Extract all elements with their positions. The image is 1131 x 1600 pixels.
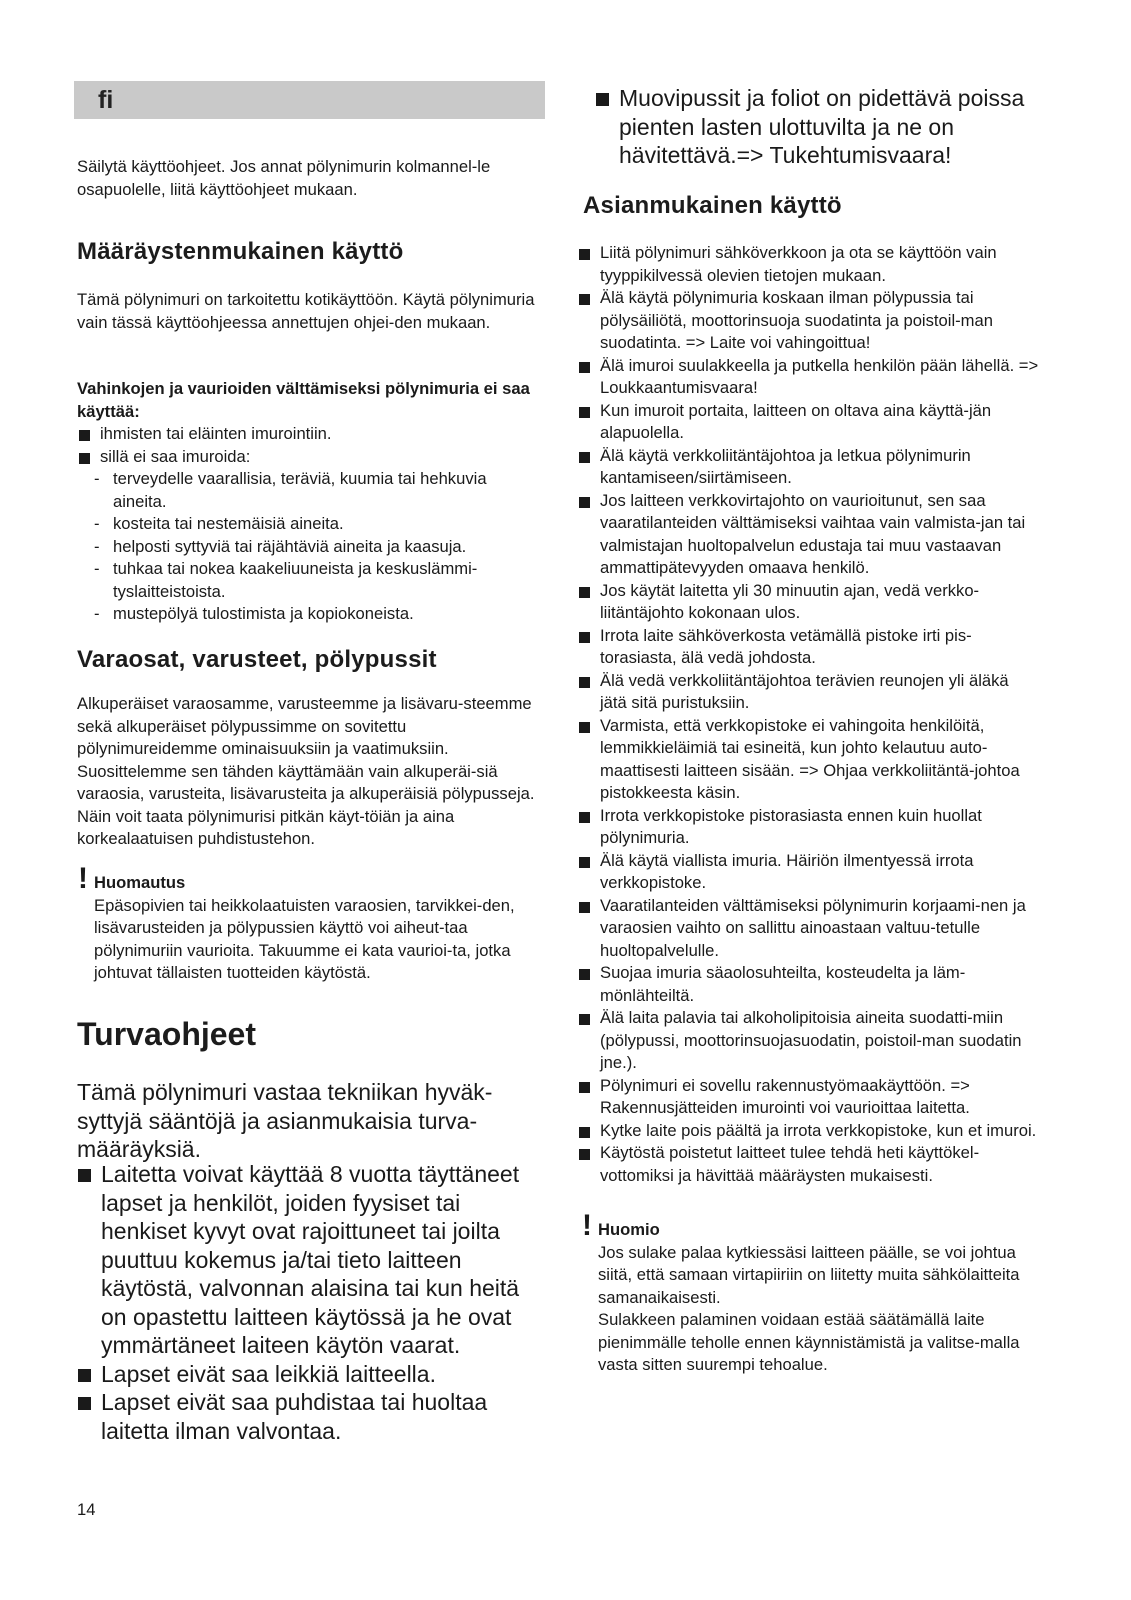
note-huomautus [77, 862, 541, 985]
intended-use-heading: Määräystenmukainen käyttö [77, 238, 404, 265]
language-code: fi [98, 86, 114, 114]
list-item: Varmista, että verkkopistoke ei vahingoita henkilöitä, lemmikkieläimiä tai esineitä, kun johto kelautuu auto-maattisesti laitteen sisään. => Ohjaa verkkoliitäntä-johtoa pistokkeesta käsin. [577, 715, 1039, 805]
list-item: Älä käytä verkkoliitäntäjohtoa ja letkua pölynimurin kantamiseen/siirtämiseen. [577, 445, 1039, 490]
list-item: ihmisten tai eläinten imurointiin. [77, 423, 537, 446]
note-huomio [581, 1209, 1054, 1377]
list-item [77, 446, 537, 469]
list-item: Jos käytät laitetta yli 30 minuutin ajan, vedä verkko-liitäntäjohto kokonaan ulos. [577, 580, 1039, 625]
safety-item: Muovipussit ja foliot on pidettävä poissa pienten lasten ulottuvilta ja ne on hävitettävä.=> Tukehtumisvaara! [595, 84, 1050, 170]
list-item: Älä laita palavia tai alkoholipitoisia aineita suodatti-miin (pölypussi, moottorinsuojasuodatin, poistoil-man suodatin jne.). [577, 1007, 1039, 1075]
dash-item: - tuhkaa tai nokea kaakeliuuneista ja keskuslämmi-tyslaitteistoista. [94, 558, 537, 603]
list-item-label: sillä ei saa imuroida: [100, 446, 251, 466]
top-safety-list [595, 84, 1050, 170]
safety-intro: Tämä pölynimuri vastaa tekniikan hyväk-syttyjä sääntöjä ja asianmukaisia turva-määräyksiä. [77, 1079, 493, 1162]
substances-list [77, 468, 537, 626]
proper-use-list [577, 242, 1039, 1187]
list-item: Älä vedä verkkoliitäntäjohtoa terävien reunojen yli äläkä jätä sitä puristuksiin. [577, 670, 1039, 715]
list-item: Suojaa imuria säaolosuhteilta, kosteudelta ja läm-mönlähteiltä. [577, 962, 1039, 1007]
note-text: Jos sulake palaa kytkiessäsi laitteen päälle, se voi johtua siitä, että samaan virtapiiriin on liitetty muita sähkölaitteita samanaikaisesti. [598, 1242, 1020, 1307]
list-item: Älä imuroi suulakkeella ja putkella henkilön pään lähellä. => Loukkaantumisvaara! [577, 355, 1039, 400]
safety-item: Laitetta voivat käyttää 8 vuotta täyttäneet lapset ja henkilöt, joiden fyysiset tai henkiset kyvyt ovat rajoittuneet tai joilta puuttuu kokemus ja/tai tieto laitteen käytöstä, valvonnan alaisina tai kun heitä on opastettu laitteen käytössä ja he ovat ymmärtäneet laiteen käytön vaarat. [77, 1160, 537, 1360]
dash-item: - terveydelle vaarallisia, teräviä, kuumia tai hehkuvia aineita. [94, 468, 537, 513]
safety-item: Lapset eivät saa leikkiä laitteella. [77, 1360, 537, 1389]
safety-item: Lapset eivät saa puhdistaa tai huoltaa laitetta ilman valvontaa. [77, 1388, 537, 1445]
list-item: Käytöstä poistetut laitteet tulee tehdä heti käyttökel-vottomiksi ja hävittää määräysten mukaisesti. [577, 1142, 1039, 1187]
list-item: Jos laitteen verkkovirtajohto on vaurioitunut, sen saa vaaratilanteiden välttämiseksi vaihtaa vain valmista-jan tai valmistajan huoltopalvelun edustaja tai muu vastaavan ammattipätevyyden omaava henkilö. [577, 490, 1039, 580]
warning-mark-icon: ! [582, 1209, 592, 1242]
dash-item: - kosteita tai nestemäisiä aineita. [94, 513, 537, 536]
proper-use-heading: Asianmukainen käyttö [583, 192, 842, 219]
list-item: Liitä pölynimuri sähköverkkoon ja ota se käyttöön vain tyyppikilvessä olevien tietojen mukaan. [577, 242, 1039, 287]
list-item: Irrota laite sähköverkosta vetämällä pistoke irti pis-torasiasta, älä vedä johdosta. [577, 625, 1039, 670]
intended-use-text: Tämä pölynimuri on tarkoitettu kotikäyttöön. Käytä pölynimuria vain tässä käyttöohjeessa annettujen ohjei-den mukaan. [77, 290, 535, 332]
list-item: Irrota verkkopistoke pistorasiasta ennen kuin huollat pölynimuria. [577, 805, 1039, 850]
language-bar [74, 81, 545, 119]
dash-item: - mustepölyä tulostimista ja kopiokoneista. [94, 603, 537, 626]
spare-parts-heading: Varaosat, varusteet, pölypussit [77, 646, 437, 673]
list-item: Kytke laite pois päältä ja irrota verkkopistoke, kun et imuroi. [577, 1120, 1039, 1143]
list-item: Vaaratilanteiden välttämiseksi pölynimurin korjaami-nen ja varaosien vaihto on sallittu ainoastaan valtuu-tetulle huoltopalvelulle. [577, 895, 1039, 963]
note-text: Epäsopivien tai heikkolaatuisten varaosien, tarvikkei-den, lisävarusteiden ja pölypussien käyttö voi aiheut-taa pölynimuriin vaurioita. Takuumme ei kata vaurioi-ta, jotka johtuvat tällaisten tuotteiden käytöstä. [94, 895, 515, 982]
safety-heading: Turvaohjeet [77, 1016, 256, 1052]
list-item: Pölynimuri ei sovellu rakennustyömaakäyttöön. => Rakennusjätteiden imurointi voi vaurioittaa laitetta. [577, 1075, 1039, 1120]
dash-item: - helposti syttyviä tai räjähtäviä aineita ja kaasuja. [94, 536, 537, 559]
prohibited-list [77, 423, 537, 468]
spare-parts-text: Alkuperäiset varaosamme, varusteemme ja lisävaru-steemme sekä alkuperäiset pölypussimme on sovitettu pölynimureidemme ominaisuuksiin ja vaatimuksiin. Suosittelemme sen tähden käyttämään vain alkuperäi-siä varaosia, varusteita, lisävarusteita ja alkuperäisiä pölypusseja. Näin voit taata pölynimurisi pitkän käyt-töiän ja aina korkealaatuisen puhdistustehon. [77, 694, 535, 848]
safety-list [77, 1160, 537, 1445]
list-item: Älä käytä pölynimuria koskaan ilman pölypussia tai pölysäiliötä, moottorinsuoja suodatinta ja poistoil-man suodatinta. => Laite voi vahingoittua! [577, 287, 1039, 355]
page-number: 14 [77, 1500, 96, 1519]
note-title: Huomautus [94, 873, 186, 892]
note-text: Sulakkeen palaminen voidaan estää säätämällä laite pienimmälle teholle ennen käynnistämistä ja valitse-malla vasta sitten suurempi tehoalue. [598, 1310, 1020, 1374]
list-item: Kun imuroit portaita, laitteen on oltava aina käyttä-jän alapuolella. [577, 400, 1039, 445]
list-item: Älä käytä viallista imuria. Häiriön ilmentyessä irrota verkkopistoke. [577, 850, 1039, 895]
note-title: Huomio [598, 1220, 660, 1239]
warning-mark-icon: ! [78, 862, 88, 895]
intro-text: Säilytä käyttöohjeet. Jos annat pölynimurin kolmannel-le osapuolelle, liitä käyttöohjeet mukaan. [77, 157, 491, 199]
prohibited-uses [77, 378, 537, 626]
prohibited-uses-heading: Vahinkojen ja vaurioiden välttämiseksi pölynimuria ei saa käyttää: [77, 379, 530, 421]
